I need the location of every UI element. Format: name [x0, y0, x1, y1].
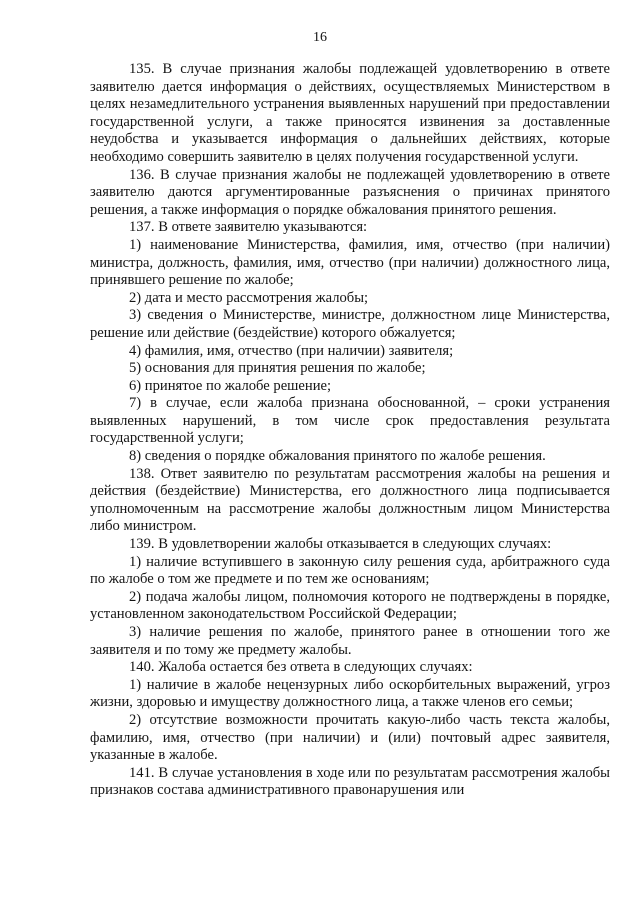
- paragraph-136: 136. В случае признания жалобы не подлежащей удовлетворению в ответе заявителю даются аргументированные разъяснения о причинах принятого решения, а также информация о порядке обжалования принятого решения.: [90, 166, 610, 218]
- page-number: 16: [313, 30, 327, 45]
- list-item-140-1: 1) наличие в жалобе нецензурных либо оскорбительных выражений, угроз жизни, здоровью и имуществу должностного лица, а также членов его семьи;: [90, 676, 610, 711]
- list-item-137-6: 6) принятое по жалобе решение;: [129, 377, 332, 394]
- list-item-139-2: 2) подача жалобы лицом, полномочия которого не подтверждены в порядке, установленном законодательством Российской Федерации;: [90, 588, 610, 623]
- document-body: [90, 61, 610, 800]
- list-item-137-7: 7) в случае, если жалоба признана обоснованной, – сроки устранения выявленных нарушений, в том числе срок предоставления результата государственной услуги;: [90, 395, 610, 447]
- list-item-140-2: 2) отсутствие возможности прочитать какую-либо часть текста жалобы, фамилию, имя, отчество (при наличии) и (или) почтовый адрес заявителя, указанные в жалобе.: [90, 711, 610, 764]
- list-item-137-3: 3) сведения о Министерстве, министре, должностном лице Министерства, решение или действие (бездействие) которого обжалуется;: [90, 307, 610, 341]
- list-item-139-1: 1) наличие вступившего в законную силу решения суда, арбитражного суда по жалобе о том же предмете и по тем же основаниям;: [90, 553, 610, 588]
- paragraph-137: 137. В ответе заявителю указываются:: [129, 219, 368, 236]
- list-item-137-5: 5) основания для принятия решения по жалобе;: [129, 360, 426, 377]
- list-item-137-8: 8) сведения о порядке обжалования принятого по жалобе решения.: [129, 448, 546, 465]
- list-item-137-2: 2) дата и место рассмотрения жалобы;: [129, 289, 369, 306]
- paragraph-140: 140. Жалоба остается без ответа в следующих случаях:: [129, 659, 473, 676]
- paragraph-141: 141. В случае установления в ходе или по результатам рассмотрения жалобы признаков состава административного правонарушения или: [90, 764, 610, 799]
- list-item-137-1: 1) наименование Министерства, фамилия, имя, отчество (при наличии) министра, должность, фамилия, имя, отчество (при наличии) должностного лица, принявшего решение по жалобе;: [90, 236, 610, 289]
- paragraph-138: 138. Ответ заявителю по результатам рассмотрения жалобы на решения и действия (бездействие) Министерства, его должностного лица подписывается уполномоченным на рассмотрение жалобы должностным лицом Министерства либо министром.: [90, 465, 610, 535]
- list-item-139-3: 3) наличие решения по жалобе, принятого ранее в отношении того же заявителя и по тому же предмету жалобы.: [90, 624, 610, 658]
- paragraph-139: 139. В удовлетворении жалобы отказывается в следующих случаях:: [129, 536, 552, 553]
- list-item-137-4: 4) фамилия, имя, отчество (при наличии) заявителя;: [129, 342, 454, 359]
- paragraph-135: 135. В случае признания жалобы подлежащей удовлетворению в ответе заявителю дается информация о действиях, осуществляемых Министерством в целях незамедлительного устранения выявленных нарушений при предоставлении государственной услуги, а также приносятся извинения за доставленные неудобства и указывается информация о дальнейших действиях, которые необходимо совершить заявителю в целях получения государственной услуги.: [90, 61, 610, 165]
